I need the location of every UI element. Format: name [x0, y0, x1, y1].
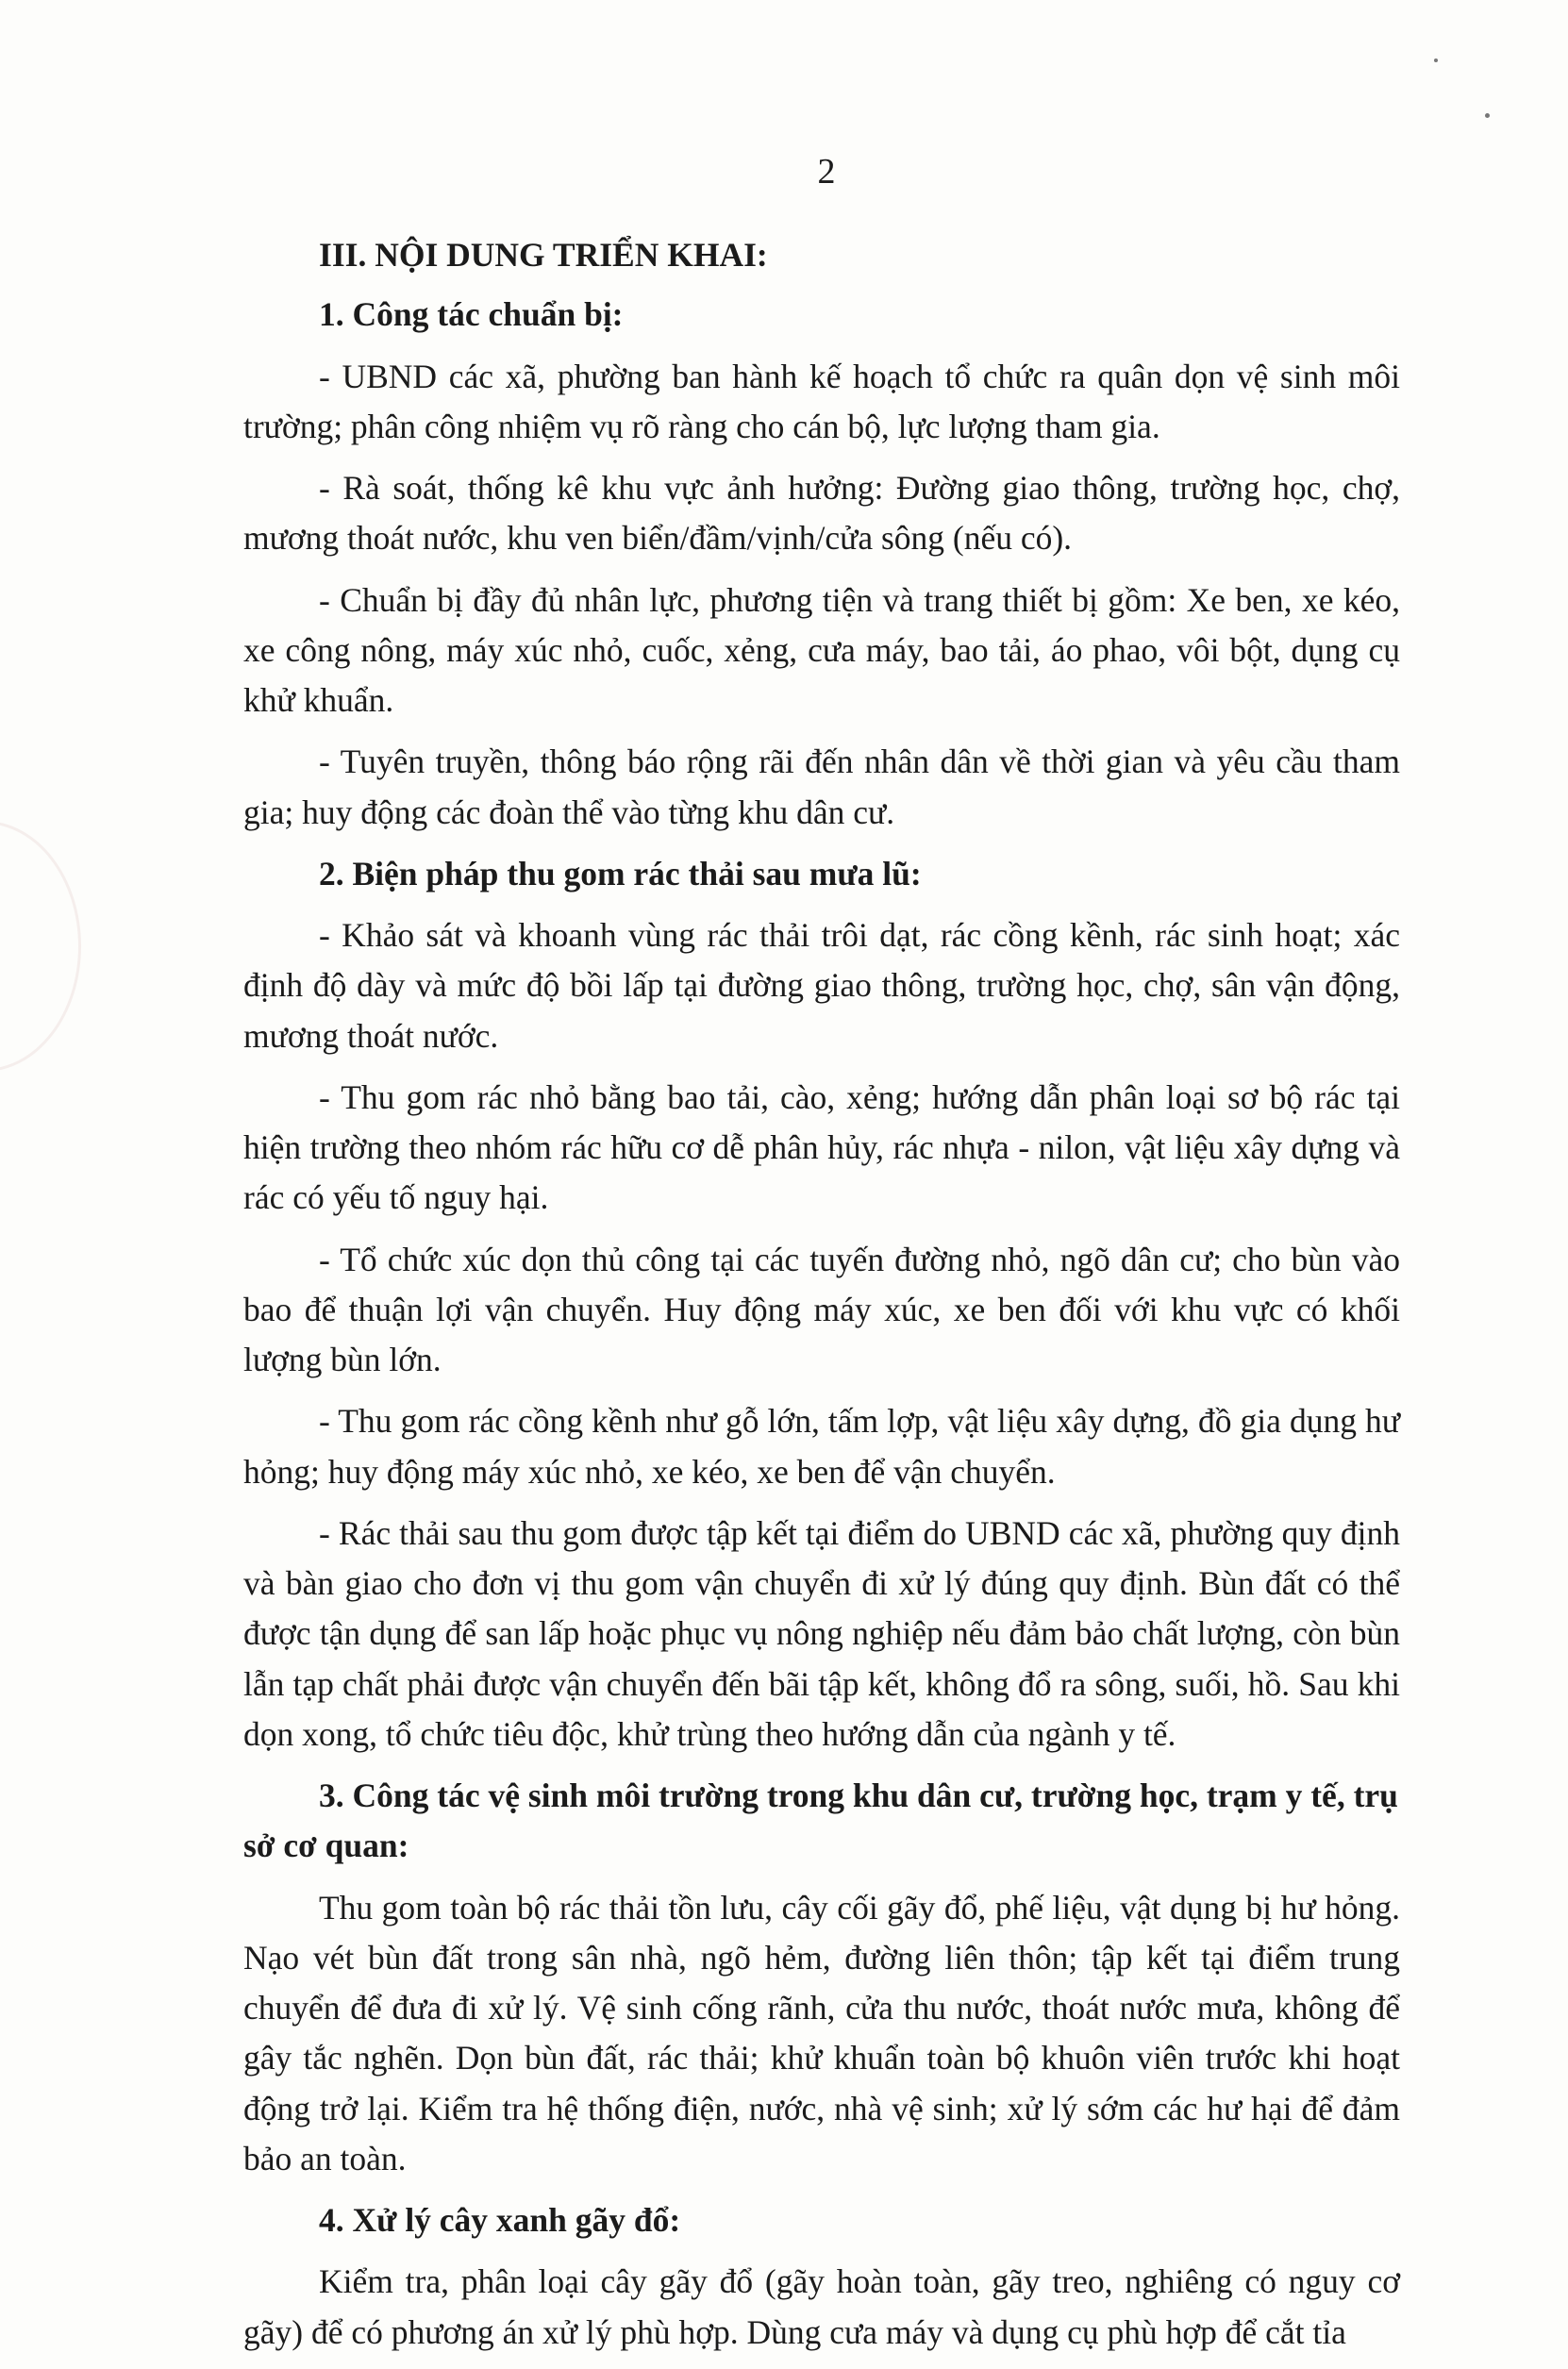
subsection-heading: 3. Công tác vệ sinh môi trường trong khu dân cư, trường học, trạm y tế, trụ sở cơ quan: [243, 1777, 1398, 1865]
subsection-heading: 4. Xử lý cây xanh gãy đổ: [319, 2201, 681, 2239]
document-body [243, 230, 1400, 2369]
page-number: 2 [817, 152, 836, 192]
subsection-waste-collection [243, 849, 1400, 1760]
subsection-preparation [243, 290, 1400, 838]
scan-speck [1485, 113, 1490, 118]
paragraph: - Thu gom rác nhỏ bằng bao tải, cào, xẻng; hướng dẫn phân loại sơ bộ rác tại hiện trường theo nhóm rác hữu cơ dễ phân hủy, rác nhựa - nilon, vật liệu xây dựng và rác có yếu tố nguy hại. [243, 1077, 1400, 1217]
paragraph: Kiểm tra, phân loại cây gãy đổ (gãy hoàn toàn, gãy treo, nghiêng có nguy cơ gãy) để có phương án xử lý phù hợp. Dùng cưa máy và dụng cụ phù hợp để cắt tỉa [243, 2262, 1400, 2351]
paragraph: - Chuẩn bị đầy đủ nhân lực, phương tiện và trang thiết bị gồm: Xe ben, xe kéo, xe công nông, máy xúc nhỏ, cuốc, xẻng, cưa máy, bao tải, áo phao, vôi bột, dụng cụ khử khuẩn. [243, 580, 1400, 719]
stamp-ghost [0, 821, 81, 1072]
paragraph: - Tổ chức xúc dọn thủ công tại các tuyến đường nhỏ, ngõ dân cư; cho bùn vào bao để thuận lợi vận chuyển. Huy động máy xúc, xe ben đối với khu vực có khối lượng bùn lớn. [243, 1240, 1400, 1378]
subsection-heading: 1. Công tác chuẩn bị: [319, 295, 624, 334]
paragraph: - UBND các xã, phường ban hành kế hoạch tổ chức ra quân dọn vệ sinh môi trường; phân công nhiệm vụ rõ ràng cho cán bộ, lực lượng tham gia. [243, 357, 1400, 445]
paragraph: - Khảo sát và khoanh vùng rác thải trôi dạt, rác cồng kềnh, rác sinh hoạt; xác định độ dày và mức độ bồi lấp tại đường giao thông, trường học, chợ, sân vận động, mương thoát nước. [243, 916, 1400, 1055]
paragraph: - Rà soát, thống kê khu vực ảnh hưởng: Đường giao thông, trường học, chợ, mương thoát nước, khu ven biển/đầm/vịnh/cửa sông (nếu có). [243, 469, 1400, 558]
section-title: III. NỘI DUNG TRIỂN KHAI: [319, 236, 768, 274]
paragraph: Thu gom toàn bộ rác thải tồn lưu, cây cối gãy đổ, phế liệu, vật dụng bị hư hỏng. Nạo vét bùn đất trong sân nhà, ngõ hẻm, đường liên thôn; tập kết tại điểm trung chuyển để đưa đi xử lý. Vệ sinh cống rãnh, cửa thu nước, thoát nước mưa, không để gây tắc nghẽn. Dọn bùn đất, rác thải; khử khuẩn toàn bộ khuôn viên trước khi hoạt động trở lại. Kiểm tra hệ thống điện, nước, nhà vệ sinh; xử lý sớm các hư hại để đảm bảo an toàn. [243, 1888, 1400, 2177]
subsection-sanitation [243, 1771, 1400, 2184]
paragraph: - Tuyên truyền, thông báo rộng rãi đến nhân dân về thời gian và yêu cầu tham gia; huy động các đoàn thể vào từng khu dân cư. [243, 742, 1400, 831]
paragraph: - Thu gom rác cồng kềnh như gỗ lớn, tấm lợp, vật liệu xây dựng, đồ gia dụng hư hỏng; huy động máy xúc nhỏ, xe kéo, xe ben để vận chuyển. [243, 1402, 1400, 1491]
paragraph: - Rác thải sau thu gom được tập kết tại điểm do UBND các xã, phường quy định và bàn giao cho đơn vị thu gom vận chuyển đi xử lý đúng quy định. Bùn đất có thể được tận dụng để san lấp hoặc phục vụ nông nghiệp nếu đảm bảo chất lượng, còn bùn lẫn tạp chất phải được vận chuyển đến bãi tập kết, không đổ ra sông, suối, hồ. Sau khi dọn xong, tổ chức tiêu độc, khử trùng theo hướng dẫn của ngành y tế. [243, 1513, 1400, 1753]
subsection-heading: 2. Biện pháp thu gom rác thải sau mưa lũ: [319, 854, 922, 893]
subsection-fallen-trees [243, 2195, 1400, 2358]
scan-speck [1434, 58, 1438, 62]
